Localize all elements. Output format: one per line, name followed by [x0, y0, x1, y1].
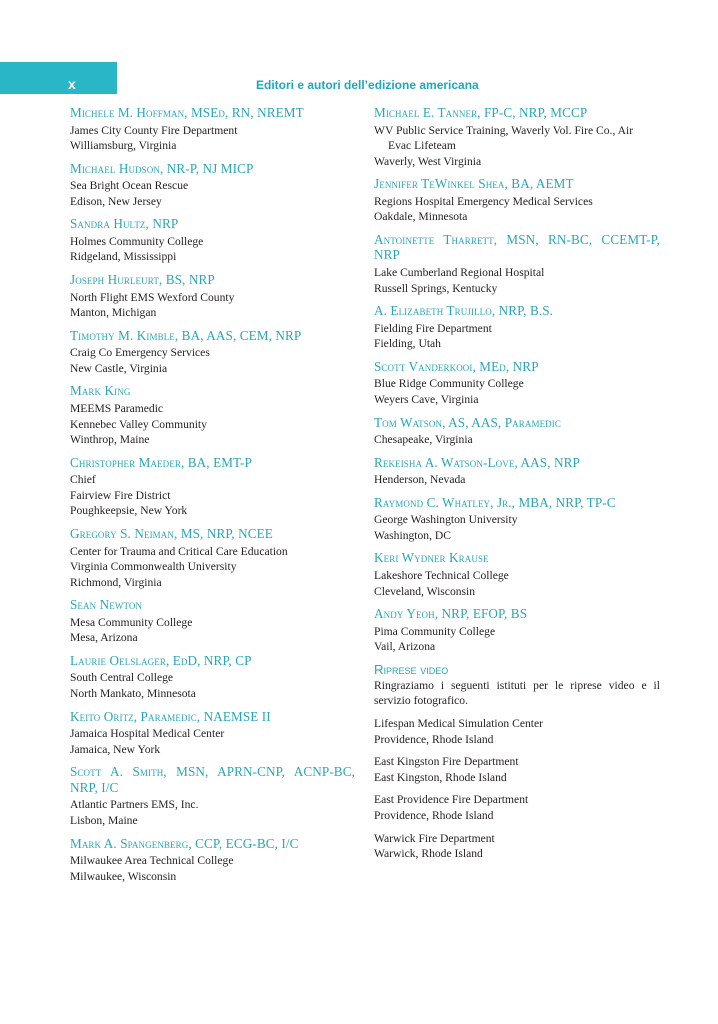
contributor-name: Jennifer TeWinkel Shea, BA, AEMT [374, 176, 574, 192]
location-line: Williamsburg, Virginia [70, 139, 177, 153]
contributor-entry [70, 455, 355, 519]
contributor-entry [70, 383, 355, 447]
affiliation-line: Lake Cumberland Regional Hospital [374, 265, 545, 279]
affiliation-line: North Flight EMS Wexford County [70, 290, 235, 304]
location-line: Mesa, Arizona [70, 631, 138, 645]
location-line: Chesapeake, Virginia [374, 433, 473, 447]
contributor-entry [374, 359, 660, 408]
video-location-entry [374, 831, 660, 862]
location-line: Lisbon, Maine [70, 813, 138, 827]
location-line: Oakdale, Minnesota [374, 210, 468, 224]
contributor-name: Sandra Hultz, NRP [70, 216, 179, 232]
video-location-entry [374, 754, 660, 785]
contributor-name: Laurie Oelslager, EdD, NRP, CP [70, 652, 252, 668]
location-line: Henderson, Nevada [374, 473, 466, 487]
video-location-entry [374, 716, 660, 747]
contributor-entry [374, 495, 660, 544]
contributor-name: Scott Vanderkooi, MEd, NRP [374, 358, 539, 374]
contributor-entry [70, 836, 355, 885]
contributor-entry [70, 597, 355, 646]
affiliation-line: Fairview Fire District [70, 488, 171, 502]
location-line: Providence, Rhode Island [374, 732, 494, 746]
contributor-name: Andy Yeoh, NRP, EFOP, BS [374, 606, 528, 622]
contributor-name: Christopher Maeder, BA, EMT-P [70, 454, 252, 470]
contributor-entry [374, 303, 660, 352]
location-line: Weyers Cave, Virginia [374, 392, 479, 406]
location-line: Warwick, Rhode Island [374, 847, 483, 861]
contributor-name: Michael E. Tanner, FP-C, NRP, MCCP [374, 105, 588, 120]
institution-line: East Kingston Fire Department [374, 755, 519, 769]
contributor-name: Timothy M. Kimble, BA, AAS, CEM, NRP [70, 327, 302, 343]
contributor-name: Antoinette Tharrett, MSN, RN-BC, CCEMT-P, NRP [374, 231, 660, 263]
location-line: East Kingston, Rhode Island [374, 770, 507, 784]
contributor-entry [70, 764, 355, 828]
affiliation-line: Virginia Commonwealth University [70, 560, 237, 574]
location-line: Waverly, West Virginia [374, 154, 482, 168]
affiliation-line: Atlantic Partners EMS, Inc. [70, 798, 199, 812]
affiliation-line: James City County Fire Department [70, 123, 238, 137]
location-line: Russell Springs, Kentucky [374, 281, 498, 295]
contributor-entry [374, 415, 660, 448]
contributor-name: Michele M. Hoffman, MSEd, RN, NREMT [70, 105, 304, 120]
location-line: New Castle, Virginia [70, 361, 168, 375]
location-line: Providence, Rhode Island [374, 808, 494, 822]
contributor-entry [374, 105, 660, 169]
contributor-name: Scott A. Smith, MSN, APRN-CNP, ACNP-BC, NRP, I/C [70, 764, 355, 795]
contributor-entry [374, 176, 660, 225]
contributor-entry [374, 455, 660, 488]
affiliation-line: Holmes Community College [70, 234, 204, 248]
location-line: Manton, Michigan [70, 306, 157, 320]
affiliation-line: Sea Bright Ocean Rescue [70, 179, 189, 193]
location-line: Cleveland, Wisconsin [374, 584, 476, 598]
location-line: Milwaukee, Wisconsin [70, 869, 177, 883]
right-column [374, 105, 660, 869]
institution-line: Warwick Fire Department [374, 831, 495, 845]
left-column [70, 105, 355, 891]
affiliation-line: Milwaukee Area Technical College [70, 854, 234, 868]
contributor-name: A. Elizabeth Trujillo, NRP, B.S. [374, 303, 554, 319]
affiliation-line: George Washington University [374, 513, 518, 527]
contributor-name: Mark A. Spangenberg, CCP, ECG-BC, I/C [70, 835, 299, 851]
running-header-title: Editori e autori dell’edizione americana [256, 78, 479, 92]
affiliation-line: WV Public Service Training, Waverly Vol. Fire Co., Air [374, 123, 634, 137]
contributor-name: Mark King [70, 383, 131, 399]
location-line: Vail, Arizona [374, 640, 436, 654]
page-number: x [68, 76, 76, 92]
location-line: Edison, New Jersey [70, 194, 162, 208]
contributor-entry [70, 216, 355, 265]
contributor-entry [70, 272, 355, 321]
contributor-entry [70, 653, 355, 702]
contributor-name: Michael Hudson, NR-P, NJ MICP [70, 160, 254, 176]
location-line: Washington, DC [374, 528, 452, 542]
contributor-name: Keito Oritz, Paramedic, NAEMSE II [70, 708, 271, 724]
affiliation-line: MEEMS Paramedic [70, 401, 164, 415]
affiliation-line: Mesa Community College [70, 615, 193, 629]
affiliation-line: Chief [70, 473, 96, 487]
affiliation-line: Pima Community College [374, 624, 496, 638]
contributor-name: Rekeisha A. Watson-Love, AAS, NRP [374, 454, 580, 470]
affiliation-line: Lakeshore Technical College [374, 568, 509, 582]
affiliation-line: Fielding Fire Department [374, 321, 492, 335]
contributor-name: Raymond C. Whatley, Jr., MBA, NRP, TP-C [374, 494, 616, 510]
location-line: Fielding, Utah [374, 337, 441, 351]
affiliation-line: Blue Ridge Community College [374, 377, 524, 391]
contributor-entry [374, 550, 660, 599]
chapter-tab [0, 62, 117, 94]
contributor-entry [70, 105, 355, 154]
contributor-name: Sean Newton [70, 597, 143, 613]
contributor-entry [374, 232, 660, 296]
location-line: Richmond, Virginia [70, 575, 162, 589]
affiliation-line: Evac Lifeteam [388, 139, 456, 153]
location-line: Ridgeland, Mississippi [70, 250, 177, 264]
contributor-name: Joseph Hurleurt, BS, NRP [70, 272, 215, 288]
affiliation-line: Center for Trauma and Critical Care Education [70, 544, 288, 558]
contributor-name: Tom Watson, AS, AAS, Paramedic [374, 414, 561, 430]
video-section-title: Riprese video [374, 661, 449, 677]
video-section-intro: Ringraziamo i seguenti istituti per le riprese video e il servizio fotografico. [374, 678, 660, 708]
affiliation-line: Kennebec Valley Community [70, 417, 207, 431]
location-line: Winthrop, Maine [70, 433, 150, 447]
location-line: Jamaica, New York [70, 742, 161, 756]
contributor-entry [70, 328, 355, 377]
location-line: Poughkeepsie, New York [70, 504, 188, 518]
contributor-name: Keri Wydner Krause [374, 550, 489, 566]
contributor-entry [70, 526, 355, 590]
contributor-name: Gregory S. Neiman, MS, NRP, NCEE [70, 526, 273, 541]
institution-line: East Providence Fire Department [374, 793, 529, 807]
affiliation-line: Craig Co Emergency Services [70, 346, 210, 360]
affiliation-line: Jamaica Hospital Medical Center [70, 727, 225, 741]
affiliation-line: Regions Hospital Emergency Medical Services [374, 194, 593, 208]
affiliation-line: South Central College [70, 671, 174, 685]
contributor-entry [70, 161, 355, 210]
contributor-entry [374, 606, 660, 655]
video-location-entry [374, 792, 660, 823]
institution-line: Lifespan Medical Simulation Center [374, 716, 544, 730]
location-line: North Mankato, Minnesota [70, 687, 196, 701]
contributor-entry [70, 709, 355, 758]
